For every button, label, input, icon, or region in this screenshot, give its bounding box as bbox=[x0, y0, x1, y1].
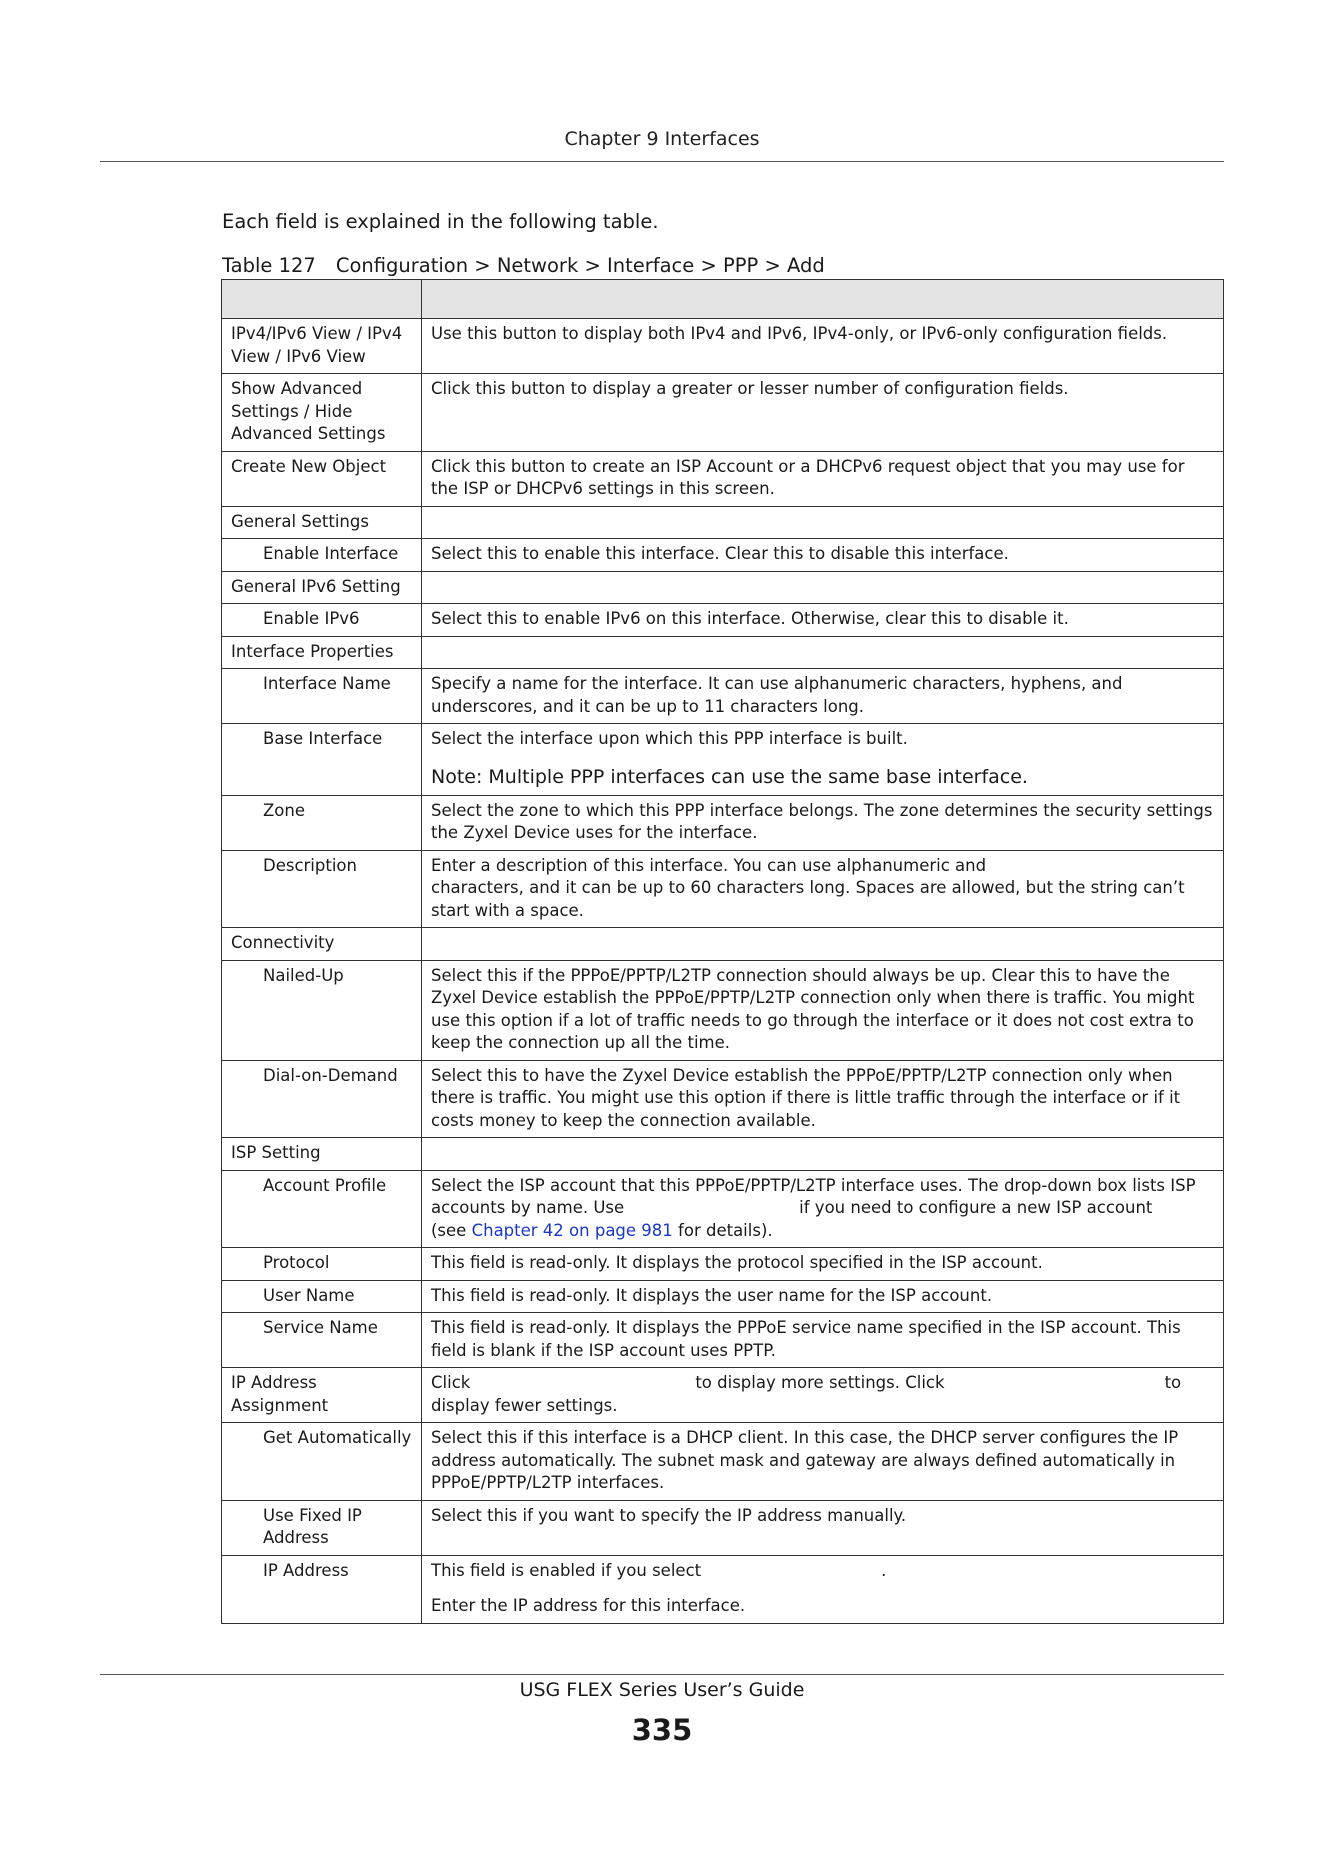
section-label: Connectivity bbox=[222, 928, 422, 961]
field-description bbox=[422, 506, 1224, 539]
table-row bbox=[222, 1423, 1224, 1501]
see-text: (see bbox=[431, 1220, 467, 1240]
field-description bbox=[422, 571, 1224, 604]
section-row bbox=[222, 571, 1224, 604]
table-row bbox=[222, 604, 1224, 637]
table-row bbox=[222, 1500, 1224, 1555]
note-text: Note: Multiple PPP interfaces can use the same base interface. bbox=[431, 765, 1028, 788]
table-header-row bbox=[222, 280, 1224, 319]
section-row bbox=[222, 636, 1224, 669]
description-text: to display more settings. Click bbox=[695, 1373, 945, 1392]
table-row bbox=[222, 960, 1224, 1060]
header-label-cell bbox=[222, 280, 422, 319]
field-description bbox=[422, 928, 1224, 961]
section-row bbox=[222, 1368, 1224, 1423]
table-row bbox=[222, 669, 1224, 724]
field-description: This field is read-only. It displays the user name for the ISP account. bbox=[422, 1280, 1224, 1313]
field-label: Show Advanced Settings / Hide Advanced Settings bbox=[222, 374, 422, 452]
field-description: Select this if this interface is a DHCP client. In this case, the DHCP server configures the IP address automatically. The subnet mask and gateway are always defined automatically in PPPoE/PPTP/L2TP interfaces. bbox=[422, 1423, 1224, 1501]
section-label: IP Address Assignment bbox=[222, 1368, 422, 1423]
table-row bbox=[222, 1280, 1224, 1313]
field-label: Nailed-Up bbox=[222, 960, 422, 1060]
field-description bbox=[422, 636, 1224, 669]
field-label: Service Name bbox=[222, 1313, 422, 1368]
field-label: Description bbox=[222, 850, 422, 928]
description-text: Select the ISP account that this PPPoE/PPTP/L2TP interface uses. The drop-down box lists ISP accounts by name. Use bbox=[431, 1175, 1196, 1217]
table-row bbox=[222, 374, 1224, 452]
field-description bbox=[422, 850, 1224, 928]
section-label: ISP Setting bbox=[222, 1138, 422, 1171]
chapter-header: Chapter 9 Interfaces bbox=[564, 128, 760, 150]
field-label: Account Profile bbox=[222, 1170, 422, 1248]
table-row bbox=[222, 724, 1224, 796]
field-description: Select this to enable IPv6 on this interface. Otherwise, clear this to disable it. bbox=[422, 604, 1224, 637]
table-row bbox=[222, 1170, 1224, 1248]
field-description: Select this if you want to specify the IP address manually. bbox=[422, 1500, 1224, 1555]
table-row bbox=[222, 1555, 1224, 1623]
description-text: This field is enabled if you select bbox=[431, 1560, 702, 1580]
field-description: Select this if the PPPoE/PPTP/L2TP connection should always be up. Clear this to have the Zyxel Device establish the PPPoE/PPTP/L2TP connection only when there is traffic. You might use this option if a lot of traffic needs to go through the interface or it does not cost extra to keep the connection up all the time. bbox=[422, 960, 1224, 1060]
page-number: 335 bbox=[631, 1713, 693, 1747]
field-label: Interface Name bbox=[222, 669, 422, 724]
intro-text: Each field is explained in the following table. bbox=[222, 210, 659, 233]
section-label: Interface Properties bbox=[222, 636, 422, 669]
section-row bbox=[222, 928, 1224, 961]
field-description: Click this button to create an ISP Account or a DHCPv6 request object that you may use for the ISP or DHCPv6 settings in this screen. bbox=[422, 451, 1224, 506]
field-label: Protocol bbox=[222, 1248, 422, 1281]
table-row bbox=[222, 850, 1224, 928]
table-row bbox=[222, 1313, 1224, 1368]
description-text: display fewer settings. bbox=[431, 1395, 618, 1415]
field-label: Create New Object bbox=[222, 451, 422, 506]
field-description bbox=[422, 1170, 1224, 1248]
table-title: Configuration > Network > Interface > PPP > Add bbox=[335, 254, 825, 277]
footer-divider bbox=[100, 1674, 1224, 1675]
field-description: Use this button to display both IPv4 and IPv6, IPv4-only, or IPv6-only configuration fields. bbox=[422, 319, 1224, 374]
description-line: characters, and it can be up to 60 characters long. Spaces are allowed, but the string can’t start with a space. bbox=[431, 878, 1185, 920]
description-text: if you need to configure a new ISP account bbox=[799, 1198, 1153, 1217]
field-description bbox=[422, 1368, 1224, 1423]
table-row bbox=[222, 319, 1224, 374]
table-row bbox=[222, 539, 1224, 572]
field-description: Select this to enable this interface. Clear this to disable this interface. bbox=[422, 539, 1224, 572]
table-caption bbox=[222, 254, 825, 277]
field-label: Enable IPv6 bbox=[222, 604, 422, 637]
field-description: Click this button to display a greater or lesser number of configuration fields. bbox=[422, 374, 1224, 452]
description-line: Enter a description of this interface. You can use alphanumeric and bbox=[431, 855, 987, 875]
section-row bbox=[222, 1138, 1224, 1171]
table-number: Table 127 bbox=[222, 254, 316, 277]
field-label: Dial-on-Demand bbox=[222, 1060, 422, 1138]
field-label: Use Fixed IP Address bbox=[222, 1500, 422, 1555]
description-text: Select the interface upon which this PPP interface is built. bbox=[431, 729, 908, 748]
description-text: Click bbox=[431, 1373, 471, 1392]
description-text: . bbox=[881, 1560, 887, 1580]
field-description bbox=[422, 1138, 1224, 1171]
field-description: Select this to have the Zyxel Device establish the PPPoE/PPTP/L2TP connection only when there is traffic. You might use this option if there is little traffic through the interface or if it costs money to keep the connection available. bbox=[422, 1060, 1224, 1138]
field-label: IP Address bbox=[222, 1555, 422, 1623]
description-text: to bbox=[1164, 1373, 1182, 1392]
section-row bbox=[222, 506, 1224, 539]
field-description bbox=[422, 1555, 1224, 1623]
table-row bbox=[222, 1060, 1224, 1138]
field-description: This field is read-only. It displays the PPPoE service name specified in the ISP account. This field is blank if the ISP account uses PPTP. bbox=[422, 1313, 1224, 1368]
see-text: for details). bbox=[678, 1220, 773, 1240]
field-label: Base Interface bbox=[222, 724, 422, 796]
chapter-link[interactable]: Chapter 42 on page 981 bbox=[471, 1220, 673, 1240]
field-table bbox=[221, 279, 1224, 1624]
header-divider bbox=[100, 161, 1224, 162]
table-row bbox=[222, 451, 1224, 506]
field-description: Specify a name for the interface. It can use alphanumeric characters, hyphens, and underscores, and it can be up to 11 characters long. bbox=[422, 669, 1224, 724]
description-text: Enter the IP address for this interface. bbox=[431, 1596, 746, 1615]
guide-title: USG FLEX Series User’s Guide bbox=[519, 1679, 805, 1701]
field-label: User Name bbox=[222, 1280, 422, 1313]
field-label: Zone bbox=[222, 795, 422, 850]
field-description: This field is read-only. It displays the protocol specified in the ISP account. bbox=[422, 1248, 1224, 1281]
field-description bbox=[422, 724, 1224, 796]
field-description: Select the zone to which this PPP interface belongs. The zone determines the security settings the Zyxel Device uses for the interface. bbox=[422, 795, 1224, 850]
header-description-cell bbox=[422, 280, 1224, 319]
field-label: IPv4/IPv6 View / IPv4 View / IPv6 View bbox=[222, 319, 422, 374]
table-row bbox=[222, 795, 1224, 850]
table-row bbox=[222, 1248, 1224, 1281]
field-label: Get Automatically bbox=[222, 1423, 422, 1501]
field-label: Enable Interface bbox=[222, 539, 422, 572]
section-label: General IPv6 Setting bbox=[222, 571, 422, 604]
section-label: General Settings bbox=[222, 506, 422, 539]
